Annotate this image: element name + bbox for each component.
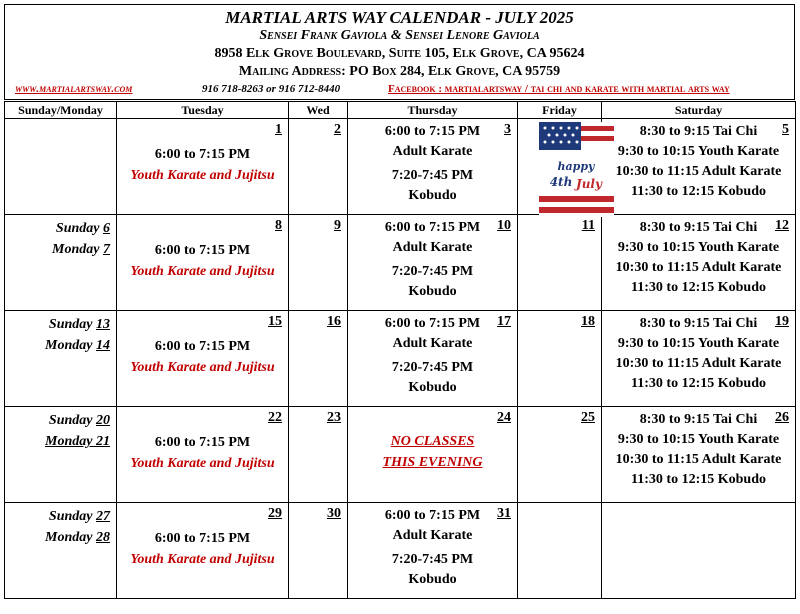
saturday-classes [602,119,795,202]
saturday-classes [602,311,795,394]
date-number: 8 [275,218,282,233]
week-row [5,311,796,407]
class-line: 11:30 to 12:15 Kobudo [631,184,766,199]
sunday-monday-cell [5,503,117,599]
svg-text:July: July [576,177,602,191]
class-name: Adult Karate [392,528,473,543]
day-cell [117,503,289,599]
tuesday-class [117,432,288,474]
class-line: 8:30 to 9:15 Tai Chi [639,124,758,139]
tuesday-class [117,528,288,570]
date-number: 2 [334,122,341,137]
header-sunday-monday: Sunday/Monday [5,102,117,119]
class-name: Youth Karate and Jujitsu [130,456,275,471]
day-cell [518,407,602,503]
date-number: 15 [268,314,282,329]
calendar-grid [4,101,796,599]
class-time: 7:20-7:45 PM [391,264,474,279]
class-line: 9:30 to 10:15 Youth Karate [617,432,780,447]
phone-numbers: 916 718-8263 or 916 712-8440 [202,83,341,95]
thursday-classes [348,119,517,206]
class-name: Adult Karate [392,240,473,255]
sunday-monday-cell [5,311,117,407]
day-cell [348,311,518,407]
calendar-header [4,4,795,100]
class-name: Adult Karate [392,336,473,351]
date-number: 3 [504,122,511,137]
header-thursday: Thursday [348,102,518,119]
day-cell [117,311,289,407]
class-line: 10:30 to 11:15 Adult Karate [615,164,782,179]
date-number: 9 [334,218,341,233]
day-cell [289,119,348,215]
class-line: 11:30 to 12:15 Kobudo [631,376,766,391]
week-row [5,503,796,599]
class-line: 11:30 to 12:15 Kobudo [631,280,766,295]
class-time: 6:00 to 7:15 PM [384,220,481,235]
class-name: Kobudo [408,284,457,299]
address-line: 8958 Elk Grove Boulevard, Suite 105, Elk Grove, CA 95624 [214,46,585,61]
class-time: 6:00 to 7:15 PM [384,124,481,139]
tuesday-class [117,336,288,378]
tuesday-class [117,144,288,186]
empty-cell [5,119,117,215]
day-cell [289,503,348,599]
class-time: 6:00 to 7:15 PM [154,531,251,546]
class-time: 7:20-7:45 PM [391,168,474,183]
date-number: 22 [268,410,282,425]
facebook-link[interactable]: Facebook : martialartsway / tai chi and karate with martial arts way [388,83,730,95]
day-cell [289,215,348,311]
date-number: 19 [775,314,789,329]
day-cell [289,407,348,503]
header-wed: Wed [289,102,348,119]
header-saturday: Saturday [602,102,796,119]
class-name: Youth Karate and Jujitsu [130,360,275,375]
sunday-monday-cell [5,407,117,503]
contact-row [5,81,794,97]
day-cell [602,119,796,215]
day-cell [602,215,796,311]
no-classes-notice: NO CLASSES THIS EVENING [382,434,483,470]
class-time: 6:00 to 7:15 PM [154,243,251,258]
class-time: 6:00 to 7:15 PM [384,508,481,523]
class-name: Youth Karate and Jujitsu [130,552,275,567]
day-cell [348,407,518,503]
empty-cell [518,503,602,599]
date-number: 25 [581,410,595,425]
class-time: 7:20-7:45 PM [391,360,474,375]
svg-text:4th: 4th [549,175,573,189]
date-number: 17 [497,314,511,329]
thursday-classes [348,311,517,398]
day-cell [602,407,796,503]
date-number: 11 [581,218,595,233]
class-line: 9:30 to 10:15 Youth Karate [617,336,780,351]
saturday-classes [602,407,795,490]
senseis-line: Sensei Frank Gaviola & Sensei Lenore Gaviola [259,28,540,43]
sunday-monday-dates: Sunday 20 Monday 21 [45,413,110,449]
thursday-classes [348,503,517,590]
date-number: 16 [327,314,341,329]
day-cell [117,215,289,311]
day-cell [518,119,602,215]
class-name: Kobudo [408,188,457,203]
date-number: 23 [327,410,341,425]
calendar-title: MARTIAL ARTS WAY CALENDAR - JULY 2025 [225,8,574,27]
sunday-monday-dates: Sunday 13 Monday 14 [45,317,110,353]
day-cell [348,503,518,599]
day-cell [289,311,348,407]
sunday-monday-dates: Sunday 6 Monday 7 [52,221,110,257]
class-line: 8:30 to 9:15 Tai Chi [639,220,758,235]
tuesday-class [117,240,288,282]
class-line: 11:30 to 12:15 Kobudo [631,472,766,487]
day-cell [348,119,518,215]
date-number: 31 [497,506,511,521]
mailing-line: Mailing Address: PO Box 284, Elk Grove, CA 95759 [238,64,561,79]
class-line: 10:30 to 11:15 Adult Karate [615,452,782,467]
date-number: 26 [775,410,789,425]
class-line: 8:30 to 9:15 Tai Chi [639,316,758,331]
class-time: 7:20-7:45 PM [391,552,474,567]
class-name: Youth Karate and Jujitsu [130,168,275,183]
week-row [5,215,796,311]
thursday-classes [348,215,517,302]
date-number: 24 [497,410,511,425]
day-cell [518,311,602,407]
sunday-monday-cell [5,215,117,311]
class-time: 6:00 to 7:15 PM [154,435,251,450]
header-friday: Friday [518,102,602,119]
empty-cell [602,503,796,599]
class-time: 6:00 to 7:15 PM [154,147,251,162]
day-cell [348,215,518,311]
saturday-classes [602,215,795,298]
week-row [5,407,796,503]
header-tuesday: Tuesday [117,102,289,119]
date-number: 30 [327,506,341,521]
svg-text:happy: happy [557,160,595,173]
class-line: 10:30 to 11:15 Adult Karate [615,356,782,371]
date-number: 5 [782,122,789,137]
date-number: 1 [275,122,282,137]
class-line: 8:30 to 9:15 Tai Chi [639,412,758,427]
date-number: 18 [581,314,595,329]
date-number: 29 [268,506,282,521]
website-link[interactable]: www.martialartsway.com [15,83,133,95]
day-cell [117,407,289,503]
class-name: Youth Karate and Jujitsu [130,264,275,279]
class-line: 9:30 to 10:15 Youth Karate [617,240,780,255]
class-time: 6:00 to 7:15 PM [154,339,251,354]
day-cell [602,311,796,407]
weekday-header-row [5,102,796,119]
day-cell [518,215,602,311]
class-name: Kobudo [408,572,457,587]
class-line: 10:30 to 11:15 Adult Karate [615,260,782,275]
class-name: Adult Karate [392,144,473,159]
class-time: 6:00 to 7:15 PM [384,316,481,331]
date-number: 12 [775,218,789,233]
day-cell [117,119,289,215]
date-number: 10 [497,218,511,233]
class-line: 9:30 to 10:15 Youth Karate [617,144,780,159]
class-name: Kobudo [408,380,457,395]
sunday-monday-dates: Sunday 27 Monday 28 [45,509,110,545]
week-row [5,119,796,215]
